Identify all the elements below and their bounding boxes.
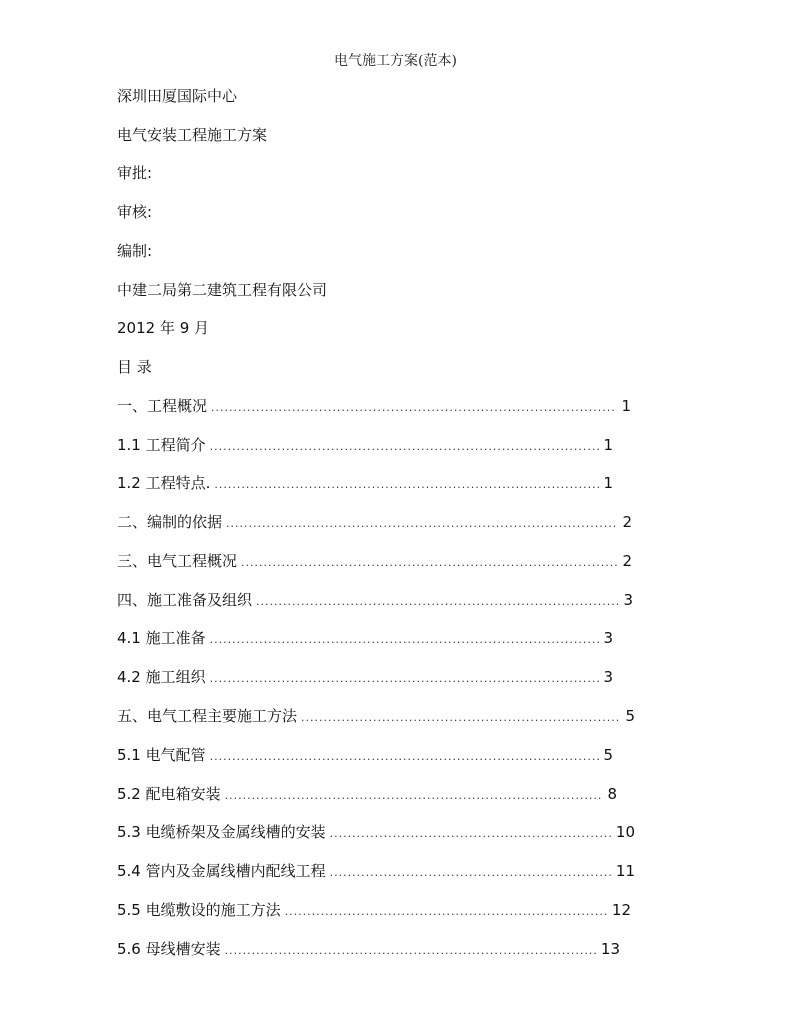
toc-entry[interactable] (117, 900, 631, 922)
toc-entry[interactable] (117, 706, 635, 728)
toc-entry[interactable] (117, 551, 632, 573)
toc-entry-label: 1.1 工程简介 (117, 436, 206, 454)
toc-entry-label: 5.4 管内及金属线槽内配线工程 (117, 862, 326, 880)
toc-entry-label: 5.3 电缆桥架及金属线槽的安装 (117, 823, 326, 841)
toc-leader-dots (210, 437, 600, 457)
toc-entry[interactable] (117, 396, 631, 418)
toc-entry-page: 5 (603, 746, 613, 764)
toc-entry-label: 5.5 电缆敷设的施工方法 (117, 901, 281, 919)
toc-entry-page: 12 (611, 901, 631, 919)
toc-leader-dots (301, 708, 621, 728)
toc-entry-page: 2 (622, 513, 632, 531)
toc-entry-page: 1 (603, 436, 613, 454)
toc-entry-page: 3 (603, 668, 613, 686)
toc-entry-page: 3 (623, 591, 633, 609)
toc-leader-dots (211, 398, 617, 418)
toc-leader-dots (210, 669, 600, 689)
toc-entry[interactable] (117, 667, 613, 689)
toc-entry[interactable] (117, 628, 613, 650)
company-name: 中建二局第二建筑工程有限公司 (117, 281, 328, 299)
toc-leader-dots (225, 786, 604, 806)
document-date: 2012 年 9 月 (117, 319, 210, 337)
toc-entry[interactable] (117, 590, 633, 612)
toc-leader-dots (210, 630, 600, 650)
toc-leader-dots (285, 902, 608, 922)
toc-entry-page: 10 (615, 823, 635, 841)
toc-entry[interactable] (117, 473, 613, 495)
toc-leader-dots (330, 863, 612, 883)
toc-entry-page: 8 (607, 785, 617, 803)
review-label: 审核: (117, 203, 153, 221)
toc-entry-label: 4.1 施工准备 (117, 629, 206, 647)
toc-leader-dots (214, 475, 599, 495)
toc-heading: 目 录 (117, 358, 152, 376)
toc-entry[interactable] (117, 822, 635, 844)
toc-entry-label: 一、工程概况 (117, 397, 208, 415)
document-title: 电气施工方案(范本) (334, 53, 457, 69)
toc-entry-page: 11 (615, 862, 635, 880)
toc-entry-page: 1 (621, 397, 631, 415)
toc-entry-label: 五、电气工程主要施工方法 (117, 707, 298, 725)
approve-label: 审批: (117, 164, 153, 182)
toc-leader-dots (330, 824, 612, 844)
toc-entry[interactable] (117, 745, 613, 767)
toc-entry-page: 5 (625, 707, 635, 725)
toc-entry-page: 3 (603, 629, 613, 647)
toc-leader-dots (210, 747, 600, 767)
toc-entry-page: 2 (622, 552, 632, 570)
toc-entry-label: 5.1 电气配管 (117, 746, 206, 764)
toc-entry-page: 1 (603, 474, 613, 492)
toc-entry-label: 三、电气工程概况 (117, 552, 238, 570)
toc-leader-dots (241, 553, 618, 573)
toc-entry-label: 4.2 施工组织 (117, 668, 206, 686)
toc-entry[interactable] (117, 861, 635, 883)
toc-leader-dots (256, 592, 619, 612)
toc-entry-label: 四、施工准备及组织 (117, 591, 253, 609)
toc-entry[interactable] (117, 939, 620, 961)
toc-entry[interactable] (117, 784, 617, 806)
toc-entry-page: 13 (600, 940, 620, 958)
prepare-label: 编制: (117, 242, 153, 260)
toc-leader-dots (225, 941, 597, 961)
toc-entry[interactable] (117, 512, 632, 534)
toc-entry-label: 1.2 工程特点. (117, 474, 211, 492)
toc-entry-label: 5.2 配电箱安装 (117, 785, 221, 803)
toc-leader-dots (226, 514, 618, 534)
toc-entry-label: 二、编制的依据 (117, 513, 223, 531)
toc-entry[interactable] (117, 435, 613, 457)
toc-entry-label: 5.6 母线槽安装 (117, 940, 221, 958)
document-name: 电气安装工程施工方案 (117, 126, 268, 144)
project-name: 深圳田厦国际中心 (117, 87, 238, 105)
